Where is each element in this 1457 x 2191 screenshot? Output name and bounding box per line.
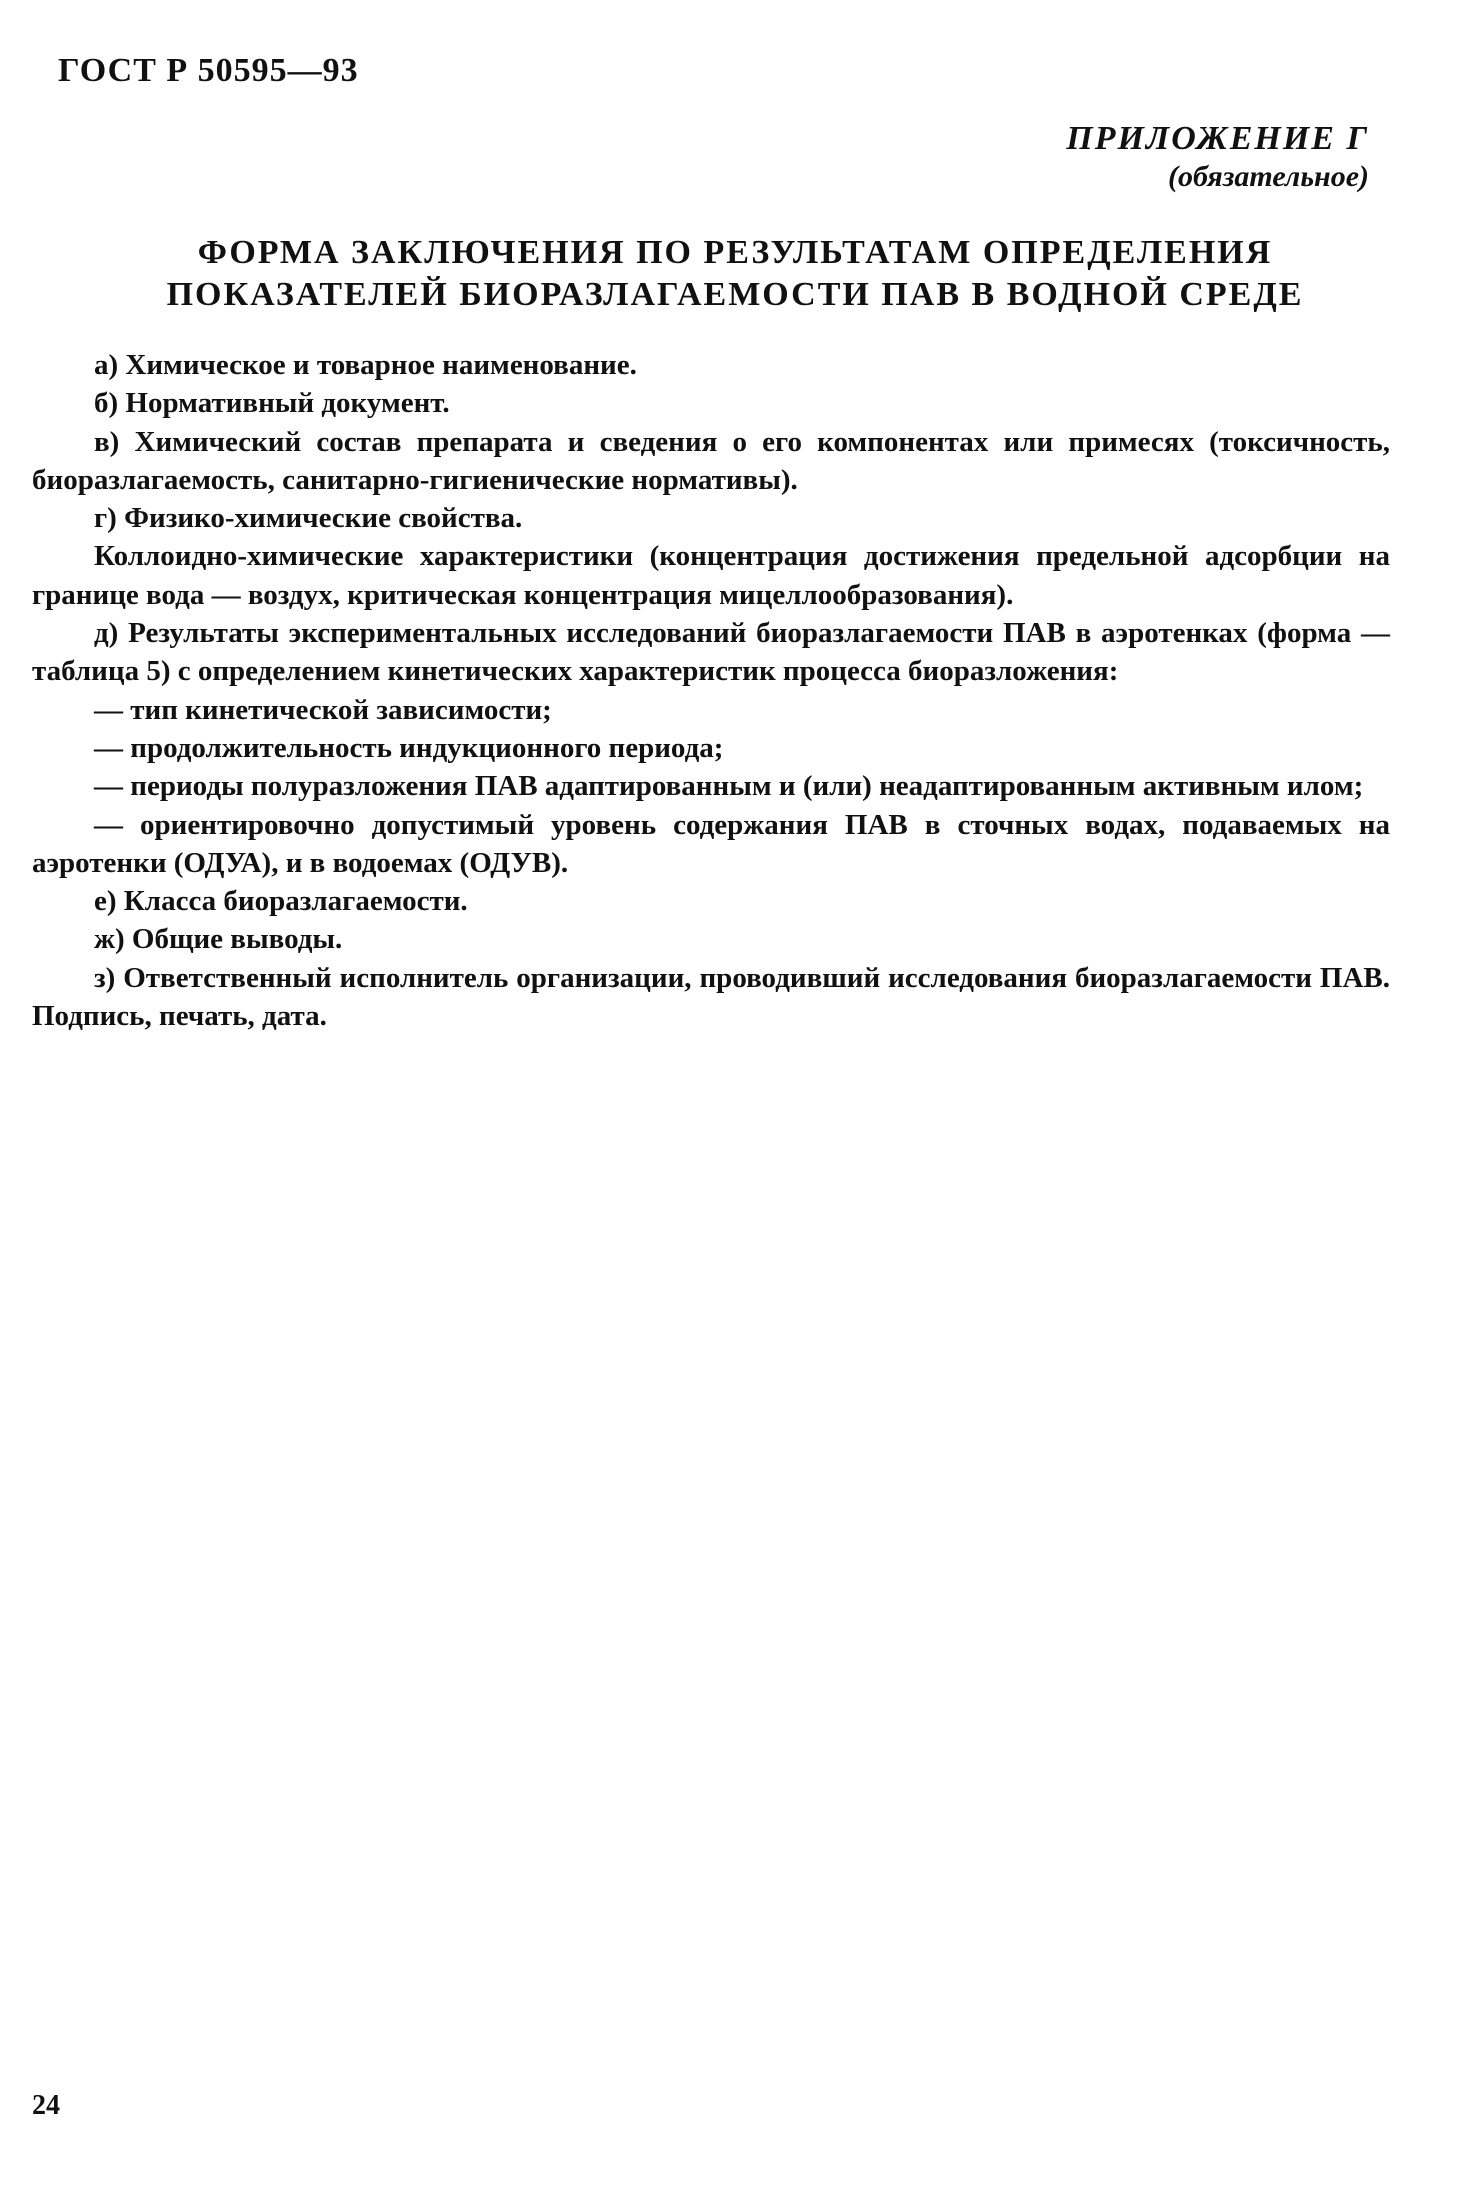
form-items [32, 346, 1390, 1035]
appendix-title: ПРИЛОЖЕНИЕ Г [1066, 120, 1369, 157]
document-title-line-1: ФОРМА ЗАКЛЮЧЕНИЯ ПО РЕЗУЛЬТАТАМ ОПРЕДЕЛЕНИЯ [197, 234, 1273, 271]
induction-period: — продолжительность индукционного периода; [94, 731, 724, 764]
item-d: д) Результаты экспериментальных исследований биоразлагаемости ПАВ в аэротенках (форма — таблица 5) с определением кинетических характеристик процесса биоразложения: [32, 617, 1390, 688]
colloid-characteristics: Коллоидно-химические характеристики (концентрация достижения предельной адсорбции на границе вода — воздух, критическая концентрация мицеллообразования). [32, 540, 1390, 611]
item-z: з) Ответственный исполнитель организации, проводивший исследования биоразлагаемости ПАВ. Подпись, печать, дата. [32, 961, 1390, 1033]
item-b: б) Нормативный документ. [94, 387, 450, 420]
appendix-block [1066, 120, 1369, 194]
appendix-status: (обязательное) [1168, 160, 1369, 193]
page-number: 24 [32, 2090, 60, 2121]
item-zh: ж) Общие выводы. [94, 923, 343, 956]
kinetic-type: — тип кинетической зависимости; [94, 693, 552, 726]
item-v: в) Химический состав препарата и сведения о его компонентах или примесях (токсичность, биоразлагаемость, санитарно-гигиенические нормативы). [32, 425, 1390, 496]
item-e: е) Класса биоразлагаемости. [94, 885, 468, 918]
half-decomposition-periods: — периоды полуразложения ПАВ адаптированным и (или) неадаптированным активным илом; [94, 770, 1364, 803]
standard-code: ГОСТ Р 50595—93 [58, 52, 359, 89]
document-title-line-2: ПОКАЗАТЕЛЕЙ БИОРАЗЛАГАЕМОСТИ ПАВ В ВОДНОЙ СРЕДЕ [166, 276, 1304, 313]
item-a: а) Химическое и товарное наименование. [94, 349, 637, 381]
approx-permissible-level: — ориентировочно допустимый уровень содержания ПАВ в сточных водах, подаваемых на аэротенки (ОДУА), и в водоемах (ОДУВ). [32, 808, 1390, 879]
document-title [100, 232, 1370, 316]
item-g: г) Физико-химические свойства. [94, 502, 523, 535]
